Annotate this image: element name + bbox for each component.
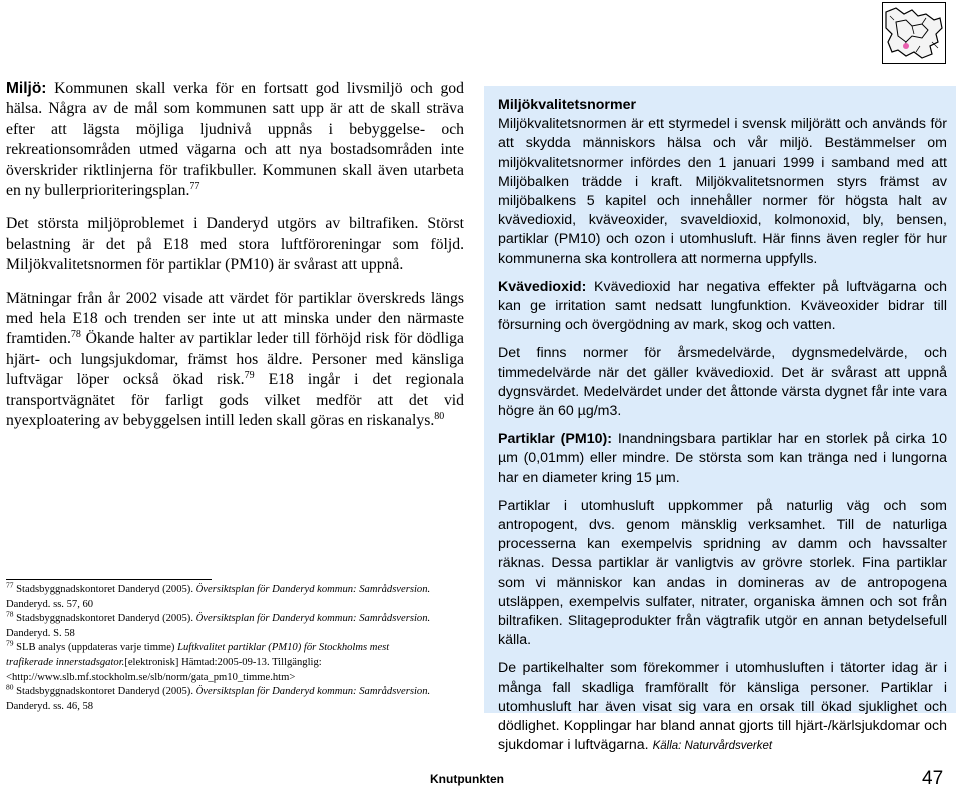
footnote-text: Danderyd. ss. 46, 58: [6, 700, 94, 712]
info-text: Inandningsbara partiklar har en storlek på cirka 10 µm (0,01mm) eller mindre. De största som kan tränga ned i lungorna har en diameter kring 15 µm.: [498, 431, 947, 486]
footnote-ref: 78: [70, 329, 81, 341]
paragraph-text: Ökande halter av partiklar leder till förhöjd risk för dödliga hjärt- och lungsjukdomar, främst hos äldre. Personer med känsliga luftvägar löper också ökad risk.: [6, 330, 464, 389]
footnote-number: 80: [6, 682, 14, 692]
info-paragraph: [498, 278, 947, 336]
footnote-text: Danderyd. ss. 57, 60: [6, 598, 94, 610]
footnote-number: 79: [6, 638, 14, 648]
paragraph-text: E18 ingår i det regionala transportvägnätet för farligt gods vilket medför att det vid nyexploatering av bebyggelsen intill leden skall göras en riskanalys.: [6, 371, 464, 430]
paragraph-title: Miljö:: [6, 80, 47, 97]
page-number: 47: [922, 768, 944, 789]
paragraph-miljo: [6, 79, 464, 201]
footer-label: Knutpunkten: [430, 772, 504, 786]
info-text: De partikelhalter som förekommer i utomhusluften i tätorter idag är i många fall skadliga framförallt för känsliga personer. Partiklar i utomhusluft har även visat sig vara en orsak till ökad sjuklighet och dödlighet. Kopplingar har bland annat gjorts till hjärt-/kärlsjukdomar och sjukdomar i luftvägarna.: [498, 660, 947, 754]
footnote-divider: [6, 579, 212, 580]
footnote-text: Stadsbyggnadskontoret Danderyd (2005).: [16, 613, 196, 625]
footnote-text: Stadsbyggnadskontoret Danderyd (2005).: [16, 686, 196, 698]
info-term: Partiklar (PM10):: [498, 431, 612, 448]
paragraph-text: Mätningar från år 2002 visade att värdet för partiklar överskreds längs med hela E18 och trenden ser inte ut att minska under den närmaste framtiden.: [6, 289, 464, 348]
footnote-number: 78: [6, 609, 14, 619]
info-paragraph: [498, 659, 947, 756]
info-paragraph: Partiklar i utomhusluft uppkommer på naturlig väg och som antropogent, dvs. genom mänsklig verksamhet. Till de naturliga processerna kan exempelvis spridning av damm och havssalter räknas. Dessa partiklar är vanligtvis av grövre storlek. Fina partiklar som vi människor kan andas in domineras av de antropogena utsläppen, exempelvis sulfater, nitrater, organiska ämnen och sot från biltrafiken. Slitageprodukter från vägtrafik utgör en annan betydelsefull källa.: [498, 497, 947, 649]
footnote: [6, 638, 436, 685]
paragraph-text: Kommunen skall verka för en fortsatt god livsmiljö och god hälsa. Några av de mål som kommunen satt upp är att de skall sträva efter att lägsta möjliga ljudnivå uppnås i bebyggelse- och rekreationsområden utmed vägarna och att nya bostadsområden inte överskrider riktlinjerna för trafikbuller. Kommunen skall även utarbeta en ny bullerprioriteringsplan.: [6, 80, 464, 200]
footnote: [6, 609, 436, 641]
info-box-miljokvalitetsnormer: [484, 86, 956, 754]
info-text: Kvävedioxid har negativa effekter på luftvägarna och kan ge irritation samt nedsatt lungfunktion. Kväveoxider bidrar till försurning och övergödning av mark, skog och vatten.: [498, 278, 947, 334]
main-text-column: [6, 79, 464, 445]
info-source: Källa: Naturvårdsverket: [652, 740, 773, 753]
info-paragraph: [498, 96, 947, 269]
info-heading: Miljökvalitetsnormer: [498, 97, 636, 113]
footnote-title: Översiktsplan för Danderyd kommun: Samrådsversion.: [195, 584, 431, 595]
paragraph-matningar: [6, 289, 464, 432]
footnote-text: [elektronisk] Hämtad:2005-09-13. Tillgänglig: <http://www.slb.mf.stockholm.se/slb/norm/gata_pm10_timme.htm>: [6, 656, 322, 683]
footnote-number: 77: [6, 580, 14, 590]
paragraph-biltrafik: Det största miljöproblemet i Danderyd utgörs av biltrafiken. Störst belastning är det på E18 med stora luftföroreningar som följd. Miljökvalitetsnormen för partiklar (PM10) är svårast att uppnå.: [6, 215, 464, 274]
info-text: Miljökvalitetsnormen är ett styrmedel i svensk miljörätt och används för att skydda människors hälsa och vår miljö. Bestämmelser om miljökvalitetsnormer infördes den 1 januari 1999 i samband med att Miljöbalken trädde i kraft. Miljökvalitetsnormen styrs främst av miljöbalkens 5 kapitel och innehåller normer för högsta halt av kvävedioxid, kväveoxider, svaveldioxid, kolmonoxid, bly, bensen, partiklar (PM10) och ozon i utomhusluft. Här finns även regler för hur kommunerna ska kontrollera att normerna uppfylls.: [498, 116, 947, 267]
footnote-ref: 77: [189, 180, 200, 192]
footnote-text: Stadsbyggnadskontoret Danderyd (2005).: [16, 584, 196, 595]
footnote-title: Översiktsplan för Danderyd kommun: Samrådsversion.: [195, 686, 431, 698]
footnote-title: Luftkvalitet partiklar (PM10) för Stockholms mest trafikerade innerstadsgator.: [6, 642, 390, 668]
footnote-ref: 79: [244, 370, 255, 382]
info-paragraph: Det finns normer för årsmedelvärde, dygnsmedelvärde, och timmedelvärde när det gäller kvävedioxid. Det är svårast att uppnå dygnsvärdet. Medelvärdet under det åttonde värsta dygnet får inte vara högre än 60 µg/m3.: [498, 345, 947, 420]
footnote-text: Danderyd. S. 58: [6, 627, 75, 639]
footnote: [6, 580, 436, 612]
footnotes: [6, 580, 436, 714]
footnote: [6, 682, 436, 714]
footnote-title: Översiktsplan för Danderyd kommun: Samrådsversion.: [195, 613, 431, 625]
map-thumbnail-icon: [882, 2, 946, 64]
info-term: Kvävedioxid:: [498, 278, 587, 295]
footnote-ref: 80: [434, 410, 445, 422]
info-paragraph: [498, 430, 947, 488]
footnote-text: SLB analys (uppdateras varje timme): [16, 642, 178, 654]
